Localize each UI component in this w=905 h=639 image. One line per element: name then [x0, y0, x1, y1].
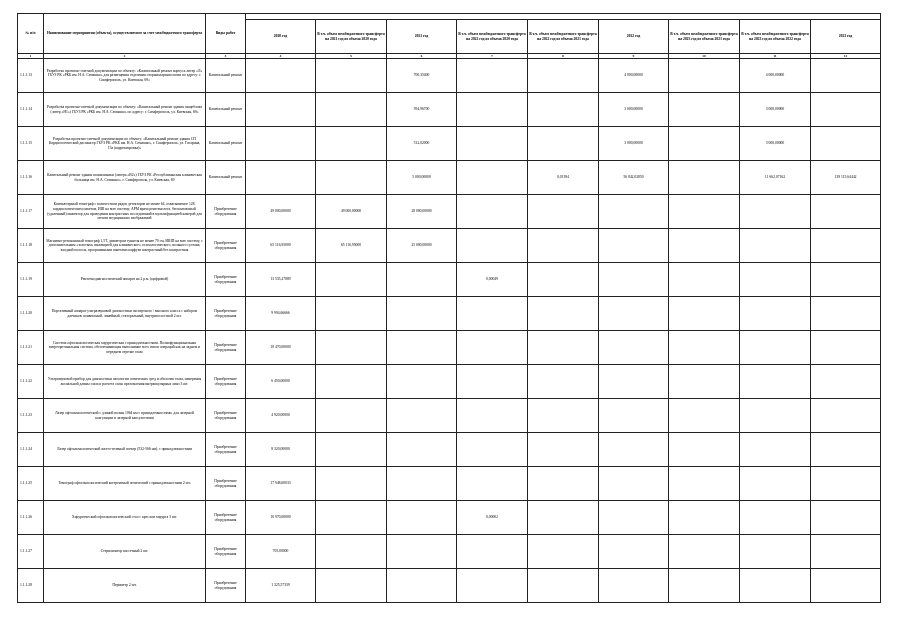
- row-number: 1.1.1.20: [18, 297, 44, 331]
- value-2020-to-2022: 0,00049: [457, 263, 528, 297]
- value-2020-to-2021: [316, 467, 387, 501]
- row-name: Лазер офтальмологический с длиной волны 1064 нм с принадлежностями, для лазерной коагуляции и лазерной капсулотомии: [44, 399, 206, 433]
- value-2020-to-2021: [316, 127, 387, 161]
- value-2022: [599, 433, 669, 467]
- value-2020: [246, 93, 316, 127]
- value-2020-to-2021: [316, 263, 387, 297]
- row-name: Разработка проектно-сметной документации по объекту: «Капитальный ремонт здания СП Кардиологический диспансер ГБУЗ РК «РКБ им. Н.А. Семашко», г. Симферополь, ул. Гагарина, 13а (корректировка)»: [44, 127, 206, 161]
- value-2021-to-2022: [528, 501, 599, 535]
- value-2021-to-2022: [528, 195, 599, 229]
- value-2020-to-2021: [316, 501, 387, 535]
- value-2021: [387, 535, 457, 569]
- value-2020-to-2022: [457, 467, 528, 501]
- col-number: 10: [669, 54, 740, 59]
- value-2021-to-2022: [528, 365, 599, 399]
- value-2020-to-2021: [316, 161, 387, 195]
- row-number: 1.1.1.24: [18, 433, 44, 467]
- value-2020-to-2022: [457, 161, 528, 195]
- row-work-type: Приобретение оборудования: [206, 501, 246, 535]
- value-2023: [811, 263, 881, 297]
- value-2021-to-2022: [528, 59, 599, 93]
- row-number: 1.1.1.19: [18, 263, 44, 297]
- value-2021-to-2022: [528, 297, 599, 331]
- row-name: Компьютерный томограф с количеством рядов детекторов не менее 64, охватываемое 128, кардиологическим пакетом, ИШ на всю систему, АРМ врача рентгенолога, бесконтактный (удаленный) инжектор для проведения контрастных исследований в мультифункцией камерой для печати медицинских изображений: [44, 195, 206, 229]
- row-number: 1.1.1.17: [18, 195, 44, 229]
- value-2022-to-2023: [740, 535, 811, 569]
- value-2021-to-2023: [669, 229, 740, 263]
- value-2023: [811, 59, 881, 93]
- col-number: 9: [599, 54, 669, 59]
- header-2021-to-2023: В т.ч. объем межбюджетного трансферта на 2023 год из объема 2021 года: [669, 20, 740, 54]
- value-2022-to-2023: 3 000,00000: [740, 127, 811, 161]
- row-work-type: Капитальный ремонт: [206, 59, 246, 93]
- table-row: [18, 399, 881, 433]
- value-2021-to-2022: [528, 127, 599, 161]
- value-2020: 6 450,00000: [246, 365, 316, 399]
- budget-table: [17, 13, 881, 603]
- value-2021: 594,96700: [387, 93, 457, 127]
- value-2020-to-2022: [457, 399, 528, 433]
- table-row: [18, 535, 881, 569]
- row-name: Стерилизатор кассетный 2 шт.: [44, 535, 206, 569]
- value-2022-to-2023: [740, 433, 811, 467]
- header-name: Наименование мероприятия (объекта), осуществляемого за счет межбюджетного трансферта: [44, 14, 206, 54]
- value-2022: [599, 467, 669, 501]
- value-2020: 65 116,95000: [246, 229, 316, 263]
- row-work-type: Приобретение оборудования: [206, 331, 246, 365]
- value-2022-to-2023: 4 000,00000: [740, 59, 811, 93]
- col-number: 6: [387, 54, 457, 59]
- value-2020-to-2022: [457, 93, 528, 127]
- value-2023: [811, 331, 881, 365]
- row-work-type: Капитальный ремонт: [206, 161, 246, 195]
- row-number: 1.1.1.27: [18, 535, 44, 569]
- row-work-type: Приобретение оборудования: [206, 535, 246, 569]
- row-name: Магнитно-резонансный томограф 1,5Т, диаметром туннеля не менее 70 см, ИШП на всю систему, с дополнительным «золотым» инжекцией для клинического, психологического, вольного султана, входной полосы, программными пакетами карфузи контрастный/без контрастная: [44, 229, 206, 263]
- value-2022: 3 000,00000: [599, 127, 669, 161]
- row-work-type: Приобретение оборудования: [206, 399, 246, 433]
- row-number: 1.1.1.18: [18, 229, 44, 263]
- value-2020-to-2022: 0,00002: [457, 501, 528, 535]
- value-2020: [246, 127, 316, 161]
- row-work-type: Приобретение оборудования: [206, 365, 246, 399]
- value-2020-to-2021: [316, 297, 387, 331]
- row-number: 1.1.1.26: [18, 501, 44, 535]
- table-row: [18, 195, 881, 229]
- value-2022-to-2023: [740, 263, 811, 297]
- row-work-type: Приобретение оборудования: [206, 263, 246, 297]
- row-name: Хирургический офтальмологический стол с креслом хирурга 3 шт.: [44, 501, 206, 535]
- value-2022: 4 000,00000: [599, 59, 669, 93]
- value-2021-to-2023: [669, 569, 740, 603]
- value-2022: [599, 229, 669, 263]
- value-2022: 3 000,00000: [599, 93, 669, 127]
- row-name: Рентгенодиагностический аппарат на 2 р.м. (цифровой): [44, 263, 206, 297]
- value-2020-to-2022: [457, 365, 528, 399]
- value-2021-to-2023: [669, 297, 740, 331]
- header-no: № п/п: [18, 14, 44, 54]
- value-2021: [387, 433, 457, 467]
- row-work-type: Приобретение оборудования: [206, 195, 246, 229]
- value-2023: [811, 535, 881, 569]
- value-2021-to-2022: [528, 263, 599, 297]
- header-2020: 2020 год: [246, 20, 316, 54]
- value-2020-to-2021: 49 000,00000: [316, 195, 387, 229]
- table-row: [18, 229, 881, 263]
- row-name: Периметр 2 шт.: [44, 569, 206, 603]
- col-number: 8: [528, 54, 599, 59]
- value-2022-to-2023: 11 662,07162: [740, 161, 811, 195]
- row-name: Ультразвуковой прибор для диагностики патологии оптических сред и оболочек глаза, измерения аксиальной длины глаза и расчета силы преломления интраокулярных линз 3 шт.: [44, 365, 206, 399]
- row-number: 1.1.1.16: [18, 161, 44, 195]
- value-2021: [387, 331, 457, 365]
- value-2020-to-2022: [457, 59, 528, 93]
- value-2020-to-2021: [316, 331, 387, 365]
- header-2022-to-2023: В т.ч. объем межбюджетного трансферта на 2023 год из объема 2022 года: [740, 20, 811, 54]
- row-work-type: Приобретение оборудования: [206, 297, 246, 331]
- value-2021-to-2023: [669, 263, 740, 297]
- value-2021-to-2023: [669, 127, 740, 161]
- value-2022: [599, 195, 669, 229]
- value-2020-to-2022: [457, 331, 528, 365]
- value-2020-to-2021: [316, 569, 387, 603]
- value-2022: [599, 569, 669, 603]
- value-2021-to-2022: [528, 535, 599, 569]
- value-2021-to-2023: [669, 195, 740, 229]
- value-2022-to-2023: [740, 229, 811, 263]
- header-2021-to-2022: В т.ч. объем межбюджетного трансферта на 2022 год из объема 2021 года: [528, 20, 599, 54]
- value-2020: [246, 59, 316, 93]
- value-2020-to-2021: [316, 59, 387, 93]
- value-2020-to-2022: [457, 229, 528, 263]
- table-row: [18, 161, 881, 195]
- value-2022: [599, 535, 669, 569]
- value-2020-to-2021: [316, 535, 387, 569]
- table-row: [18, 433, 881, 467]
- value-2020: 10 970,00000: [246, 501, 316, 535]
- value-2021-to-2023: [669, 433, 740, 467]
- value-2022-to-2023: [740, 365, 811, 399]
- value-2023: [811, 195, 881, 229]
- header-2022: 2022 год: [599, 20, 669, 54]
- row-work-type: Приобретение оборудования: [206, 229, 246, 263]
- row-number: 1.1.1.13: [18, 59, 44, 93]
- value-2021-to-2023: [669, 331, 740, 365]
- table-row: [18, 331, 881, 365]
- value-2023: [811, 433, 881, 467]
- value-2022-to-2023: [740, 195, 811, 229]
- value-2023: [811, 297, 881, 331]
- value-2022-to-2023: [740, 501, 811, 535]
- value-2021-to-2022: [528, 433, 599, 467]
- value-2023: [811, 399, 881, 433]
- value-2023: [811, 365, 881, 399]
- row-work-type: Приобретение оборудования: [206, 467, 246, 501]
- row-name: Лазер офтальмологический желто-зеленый спектр (532-566 нм), с принадлежностями: [44, 433, 206, 467]
- value-2020-to-2022: [457, 297, 528, 331]
- value-2021-to-2022: [528, 93, 599, 127]
- value-2023: [811, 501, 881, 535]
- table-row: [18, 127, 881, 161]
- value-2021-to-2023: [669, 93, 740, 127]
- header-2023: 2023 год: [811, 20, 881, 54]
- row-name: Капитальный ремонт здания поликлиники (литера «В2») ГБУЗ РК «Республиканская клиническая больница им. Н.А. Семашко», г. Симферополь, ул. Киевская, 69: [44, 161, 206, 195]
- value-2020-to-2021: [316, 93, 387, 127]
- value-2020-to-2021: [316, 365, 387, 399]
- col-number: 5: [316, 54, 387, 59]
- value-2022: [599, 297, 669, 331]
- col-number: 2: [44, 54, 206, 59]
- col-number: 12: [811, 54, 881, 59]
- row-name: Разработка проектно-сметной документации по объекту: «Капитальный ремонт здания пищеблока (литер «Н1») ГБУЗ РК «РКБ им. Н.А. Семашко» по адресу: г. Симферополь, ул. Киевская, 69»: [44, 93, 206, 127]
- value-2020: 8 320,00000: [246, 433, 316, 467]
- value-2021: 5 000,00000: [387, 161, 457, 195]
- value-2021-to-2022: [528, 569, 599, 603]
- header-2020-to-2021: В т.ч. объем межбюджетного трансферта на 2021 год из объема 2020 года: [316, 20, 387, 54]
- col-number: 4: [246, 54, 316, 59]
- value-2020-to-2022: [457, 535, 528, 569]
- budget-table-sheet: [17, 13, 880, 603]
- table-row: [18, 501, 881, 535]
- value-2022: [599, 399, 669, 433]
- value-2020: 17 948,60033: [246, 467, 316, 501]
- value-2022-to-2023: [740, 399, 811, 433]
- value-2021: [387, 365, 457, 399]
- value-2023: 139 115,64442: [811, 161, 881, 195]
- value-2021: 25 000,00000: [387, 229, 457, 263]
- value-2020-to-2022: [457, 195, 528, 229]
- row-name: Портативный аппарат ультразвуковой диагностики экспертного / высокого класса с набором датчиков: конвексный, линейный, секторальный, внутриполостной 2 шт.: [44, 297, 206, 331]
- table-row: [18, 93, 881, 127]
- value-2022: [599, 501, 669, 535]
- col-number: 3: [206, 54, 246, 59]
- header-2020-to-2022: В т.ч. объем межбюджетного трансферта на 2022 год из объема 2020 года: [457, 20, 528, 54]
- value-2020-to-2022: [457, 433, 528, 467]
- value-2022-to-2023: [740, 569, 811, 603]
- value-2021: 28 000,00000: [387, 195, 457, 229]
- value-2020-to-2022: [457, 127, 528, 161]
- row-work-type: Капитальный ремонт: [206, 127, 246, 161]
- value-2021: 700,35400: [387, 59, 457, 93]
- value-2020-to-2022: [457, 569, 528, 603]
- value-2021-to-2022: [528, 399, 599, 433]
- row-work-type: Приобретение оборудования: [206, 433, 246, 467]
- value-2022-to-2023: [740, 331, 811, 365]
- value-2020: 4 920,00000: [246, 399, 316, 433]
- value-2021-to-2023: [669, 501, 740, 535]
- value-2023: [811, 93, 881, 127]
- row-number: 1.1.1.14: [18, 93, 44, 127]
- value-2021: 512,02000: [387, 127, 457, 161]
- value-2021-to-2023: [669, 467, 740, 501]
- table-row: [18, 467, 881, 501]
- value-2020: 1 325,57339: [246, 569, 316, 603]
- row-name: Разработка проектно-сметной документации по объекту: «Капитальный ремонт корпуса литер «Л» ГБУЗ РК «РКБ им. Н.А. Семашко» для размещения отделения оториноларингологии по адресу: г. Симферополь, ул. Киевская, 69»: [44, 59, 206, 93]
- value-2021: [387, 263, 457, 297]
- value-2023: [811, 467, 881, 501]
- value-2021-to-2023: [669, 59, 740, 93]
- value-2021: [387, 569, 457, 603]
- value-2022-to-2023: [740, 297, 811, 331]
- value-2020: 10 470,00000: [246, 331, 316, 365]
- value-2020: 13 535,27889: [246, 263, 316, 297]
- value-2021-to-2022: 0,01394: [528, 161, 599, 195]
- value-2021-to-2023: [669, 535, 740, 569]
- row-number: 1.1.1.23: [18, 399, 44, 433]
- value-2022: [599, 263, 669, 297]
- row-number: 1.1.1.22: [18, 365, 44, 399]
- value-2020-to-2021: [316, 399, 387, 433]
- table-row: [18, 365, 881, 399]
- header-work-type: Виды работ: [206, 14, 246, 54]
- row-number: 1.1.1.28: [18, 569, 44, 603]
- row-number: 1.1.1.21: [18, 331, 44, 365]
- value-2021: [387, 501, 457, 535]
- col-number: 7: [457, 54, 528, 59]
- value-2021: [387, 399, 457, 433]
- value-2020-to-2021: 65 116,95000: [316, 229, 387, 263]
- value-2023: [811, 127, 881, 161]
- value-2021: [387, 297, 457, 331]
- value-2023: [811, 229, 881, 263]
- value-2021-to-2022: [528, 331, 599, 365]
- row-work-type: Капитальный ремонт: [206, 93, 246, 127]
- value-2021-to-2023: [669, 365, 740, 399]
- row-name: Система офтальмологическая хирургическая с принадлежностями. Полнофункциональная витреоретинальная система, обеспечивающая выполнение всех типов операций как на заднем и переднем отрезке глаза: [44, 331, 206, 365]
- value-2022: [599, 331, 669, 365]
- value-2020: 49 000,00000: [246, 195, 316, 229]
- value-2021-to-2023: [669, 399, 740, 433]
- table-row: [18, 297, 881, 331]
- row-work-type: Приобретение оборудования: [206, 569, 246, 603]
- value-2021: [387, 467, 457, 501]
- col-number: 11: [740, 54, 811, 59]
- table-row: [18, 263, 881, 297]
- row-number: 1.1.1.25: [18, 467, 44, 501]
- value-2022-to-2023: [740, 467, 811, 501]
- value-2021-to-2023: [669, 161, 740, 195]
- table-row: [18, 569, 881, 603]
- value-2023: [811, 569, 881, 603]
- row-name: Томограф офтальмологический когерентный оптический с принадлежностями 2 шт.: [44, 467, 206, 501]
- value-2021-to-2022: [528, 229, 599, 263]
- value-2020: [246, 161, 316, 195]
- value-2020: 9 994,66666: [246, 297, 316, 331]
- table-row: [18, 59, 881, 93]
- value-2020: 705,00000: [246, 535, 316, 569]
- value-2022-to-2023: 3 000,00000: [740, 93, 811, 127]
- row-number: 1.1.1.15: [18, 127, 44, 161]
- col-number: 1: [18, 54, 44, 59]
- value-2021-to-2022: [528, 467, 599, 501]
- value-2022: 56 842,02850: [599, 161, 669, 195]
- header-2021: 2021 год: [387, 20, 457, 54]
- value-2022: [599, 365, 669, 399]
- value-2020-to-2021: [316, 433, 387, 467]
